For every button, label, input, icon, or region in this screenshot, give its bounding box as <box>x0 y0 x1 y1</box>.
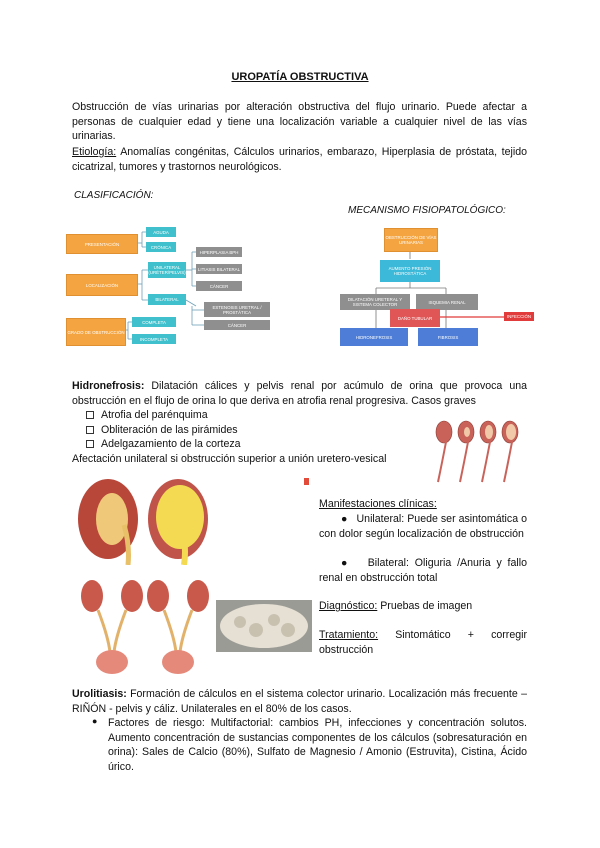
box-localizacion: LOCALIZACIÓN <box>66 274 138 296</box>
afectacion-line: Afectación unilateral si obstrucción superior a unión uretero-vesical <box>72 453 387 465</box>
urolitiasis-paragraph <box>72 687 527 716</box>
red-marker <box>304 478 309 485</box>
box-litiasis: LITIASIS BILATERAL <box>196 264 242 274</box>
clasificacion-diagram <box>66 222 276 352</box>
hidronefrosis-paragraph <box>72 379 527 408</box>
urolitiasis-label: Urolitiasis: <box>72 688 127 700</box>
intro-paragraph: Obstrucción de vías urinarias por alteración obstructiva del flujo urinario. Puede afectar a personas de cualquier edad y tiene una localización variable a cualquier nivel de las vías urinarias. <box>72 101 527 143</box>
mec-arrow-label: INFECCIÓN <box>504 312 534 321</box>
urolitiasis-text: Formación de cálculos en el sistema colector urinario. Localización más frecuente – RIÑÓN - pelvis y cáliz. Unilaterales en el 80% de los casos. <box>72 688 527 715</box>
mecanismo-diagram <box>336 224 536 349</box>
box-cancer-2: CÁNCER <box>204 320 270 330</box>
mec-bottom-left: HIDRONEFROSIS <box>340 328 408 346</box>
box-completa: COMPLETA <box>132 317 176 327</box>
page-title: UROPATÍA OBSTRUCTIVA <box>231 71 369 83</box>
manifestaciones-label: Manifestaciones clínicas: <box>319 498 437 510</box>
box-bilateral: BILATERAL <box>148 294 186 305</box>
kidney-specimen-photo <box>216 600 312 652</box>
mec-right: ISQUEMIA RENAL <box>416 294 478 310</box>
list-item: Adelgazamiento de la corteza <box>86 437 386 452</box>
urolitiasis-item: Factores de riesgo: Multifactorial: cambios PH, infecciones y concentración solutos. Aumento concentración de sustancias componentes de los cálculos (sobresaturación en orina): Sales de Calcio (80%), Sulfato de Magnesio / Amonio (Estruvita), Cistina, Ácido úrico. <box>108 717 527 773</box>
manifestaciones-item-1: ● Unilateral: Puede ser asintomática o con dolor según localización de obstrucción <box>319 513 527 540</box>
bullet-icon: ● <box>341 513 348 525</box>
box-presentacion: PRESENTACIÓN <box>66 234 138 254</box>
clasificacion-heading: CLASIFICACIÓN: <box>74 190 154 201</box>
hidronefrosis-text: Dilatación cálices y pelvis renal por acúmulo de orina que provoca una obstrucción en el flujo de orina lo que deriva en atrofia renal progresiva. Casos graves <box>72 380 527 407</box>
bullet-icon: ● <box>92 716 98 726</box>
urinary-tract-image <box>72 572 212 677</box>
checkbox-square-icon <box>86 426 94 434</box>
checkbox-square-icon <box>86 411 94 419</box>
box-aguda: AGUDA <box>146 227 176 237</box>
hidronefrosis-list <box>86 408 386 452</box>
box-hiperplasia: HIPERPLASIA BPH <box>196 247 242 257</box>
box-incompleta: INCOMPLETA <box>132 334 176 344</box>
hidronefrosis-label: Hidronefrosis: <box>72 380 145 392</box>
checkbox-square-icon <box>86 440 94 448</box>
mec-red: DAÑO TUBULAR <box>390 309 440 327</box>
mecanismo-heading: MECANISMO FISIOPATOLÓGICO: <box>348 205 506 216</box>
kidney-progression-illustration <box>430 418 526 484</box>
kidney-progression-image <box>430 418 526 484</box>
diagnostico-line: Diagnóstico: Pruebas de imagen <box>319 600 473 612</box>
manifestaciones-item-2: ● Bilateral: Oliguria /Anuria y fallo renal en obstrucción total <box>319 557 527 584</box>
list-item: Atrofia del parénquima <box>86 408 386 423</box>
box-estenosis: ESTENOSIS URETRAL / PROSTÁTICA <box>204 302 270 317</box>
tratamiento-line: Tratamiento: Sintomático + corregir obstrucción <box>319 629 527 656</box>
box-unilateral: UNILATERAL (URÉTER/PELVIS) <box>148 262 186 278</box>
list-item: Obliteración de las pirámides <box>86 423 386 438</box>
mec-top: OBSTRUCCIÓN DE VÍAS URINARIAS <box>384 228 438 252</box>
etiologia-text: Anomalías congénitas, Cálculos urinarios, embarazo, Hiperplasia de próstata, tejido cicatrizal, tumores y trastornos neurológicos. <box>72 146 527 173</box>
box-cancer-1: CÁNCER <box>196 281 242 291</box>
kidney-specimen-illustration <box>216 600 312 652</box>
kidney-hydronephrosis-image <box>72 475 212 565</box>
kidney-cross-section-illustration <box>72 475 212 565</box>
etiologia-paragraph <box>72 145 527 174</box>
mec-mid: AUMENTO PRESIÓN HIDROSTÁTICA <box>380 260 440 282</box>
etiologia-label: Etiología: <box>72 146 117 158</box>
bullet-icon: ● <box>341 557 351 569</box>
box-grado: GRADO DE OBSTRUCCIÓN <box>66 318 126 346</box>
urinary-tract-illustration <box>72 572 212 677</box>
mec-left: DILATACIÓN URETERAL Y SISTEMA COLECTOR <box>340 294 410 310</box>
box-cronica: CRÓNICA <box>146 242 176 252</box>
mec-bottom-right: FIBROSIS <box>418 328 478 346</box>
